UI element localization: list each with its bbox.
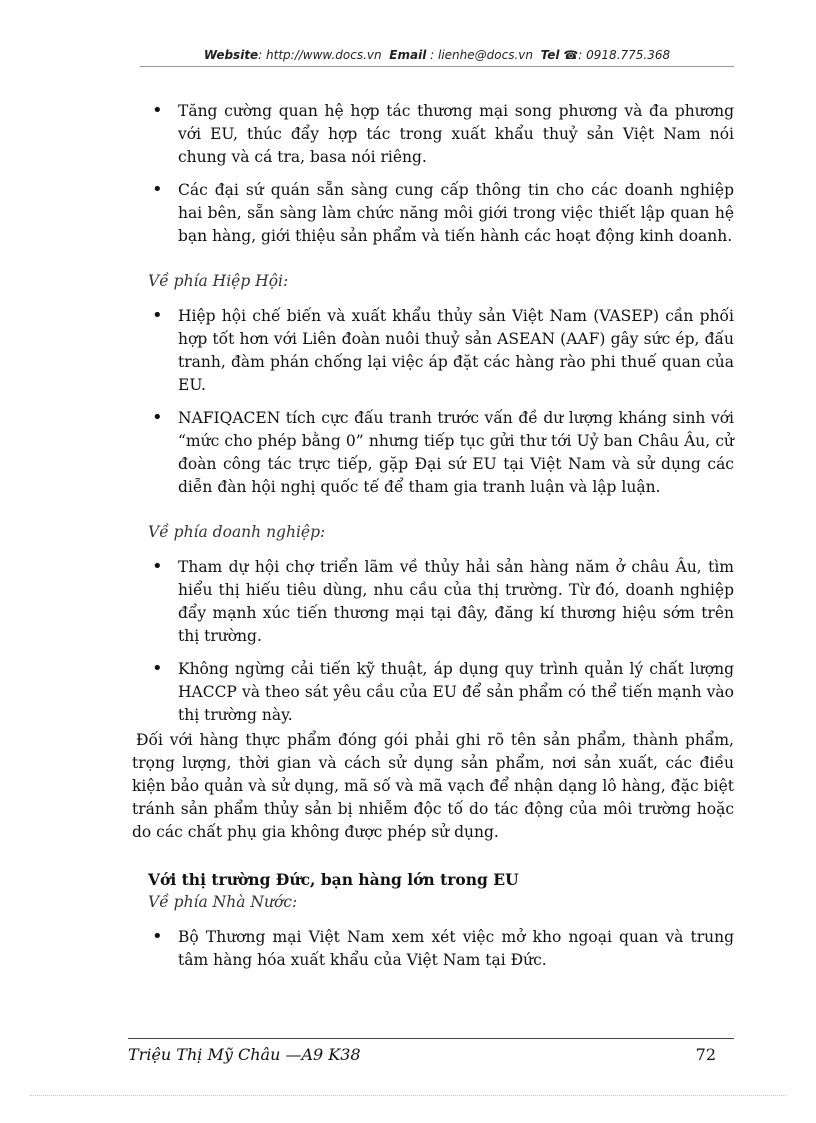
email-value[interactable]: : lienhe@docs.vn bbox=[430, 48, 533, 62]
phone-icon: ☎ bbox=[563, 48, 579, 62]
section-heading: Với thị trường Đức, bạn hàng lớn trong EU bbox=[148, 870, 519, 889]
tel-label: Tel bbox=[540, 48, 560, 62]
list-item: • NAFIQACEN tích cực đấu tranh trước vấn đề dư lượng kháng sinh với “mức cho phép bằng 0” nhưng tiếp tục gửi thư tới Uỷ ban Châu Âu, cử đoàn công tác trực tiếp, gặp Đại sứ EU tại Việt Nam và sử dụng các diễn đàn hội nghị quốc tế để tham gia tranh luận và lập luận. bbox=[140, 407, 734, 499]
list-item: • Tham dự hội chợ triển lãm về thủy hải sản hàng năm ở châu Âu, tìm hiểu thị hiếu tiêu dùng, nhu cầu của thị trường. Từ đó, doanh nghiệp đẩy mạnh xúc tiến thương mại tại đây, đăng kí thương hiệu sớm trên thị trường. bbox=[140, 556, 734, 648]
list-item: • Tăng cường quan hệ hợp tác thương mại song phương và đa phương với EU, thúc đẩy hợp tác trong xuất khẩu thuỷ sản Việt Nam nói chung và cá tra, basa nói riêng. bbox=[140, 100, 734, 169]
bottom-divider bbox=[30, 1095, 786, 1096]
page-footer bbox=[128, 1038, 734, 1064]
section4-list bbox=[140, 926, 734, 972]
website-value[interactable]: : http://www.docs.vn bbox=[258, 48, 382, 62]
footer-author: Triệu Thị Mỹ Châu —A9 K38 bbox=[128, 1045, 361, 1064]
section1-list bbox=[140, 100, 734, 248]
tel-value: : 0918.775.368 bbox=[578, 48, 671, 62]
list-item: • Các đại sứ quán sẵn sàng cung cấp thông tin cho các doanh nghiệp hai bên, sẵn sàng làm chức năng môi giới trong việc thiết lập quan hệ bạn hàng, giới thiệu sản phẩm và tiến hành các hoạt động kinh doanh. bbox=[140, 179, 734, 248]
page-number: 72 bbox=[695, 1045, 716, 1064]
list-item: • Không ngừng cải tiến kỹ thuật, áp dụng quy trình quản lý chất lượng HACCP và theo sát yêu cầu của EU để sản phẩm có thể tiến mạnh vào thị trường này. bbox=[140, 658, 734, 727]
website-label: Website bbox=[203, 48, 259, 62]
section2-title: Về phía Hiệp Hội: bbox=[148, 272, 289, 290]
section3-list bbox=[140, 556, 734, 727]
list-item: • Hiệp hội chế biến và xuất khẩu thủy sản Việt Nam (VASEP) cần phối hợp tốt hơn với Liên đoàn nuôi thuỷ sản ASEAN (AAF) gây sức ép, đấu tranh, đàm phán chống lại việc áp đặt các hàng rào phi thuế quan của EU. bbox=[140, 305, 734, 397]
body-paragraph: Đối với hàng thực phẩm đóng gói phải ghi rõ tên sản phẩm, thành phẩm, trọng lượng, thời gian và cách sử dụng sản phẩm, nơi sản xuất, các điều kiện bảo quản và sử dụng, mã số và mã vạch để nhận dạng lô hàng, đặc biệt tránh sản phẩm thủy sản bị nhiễm độc tố do tác động của môi trường hoặc do các chất phụ gia không được phép sử dụng. bbox=[132, 731, 734, 841]
email-label: Email bbox=[389, 48, 427, 62]
section2-list bbox=[140, 305, 734, 499]
section3-title: Về phía doanh nghiệp: bbox=[148, 523, 326, 541]
page-header bbox=[140, 48, 734, 67]
section4-title: Về phía Nhà Nước: bbox=[148, 893, 298, 911]
page-content bbox=[132, 100, 734, 982]
list-item: • Bộ Thương mại Việt Nam xem xét việc mở kho ngoại quan và trung tâm hàng hóa xuất khẩu của Việt Nam tại Đức. bbox=[140, 926, 734, 972]
